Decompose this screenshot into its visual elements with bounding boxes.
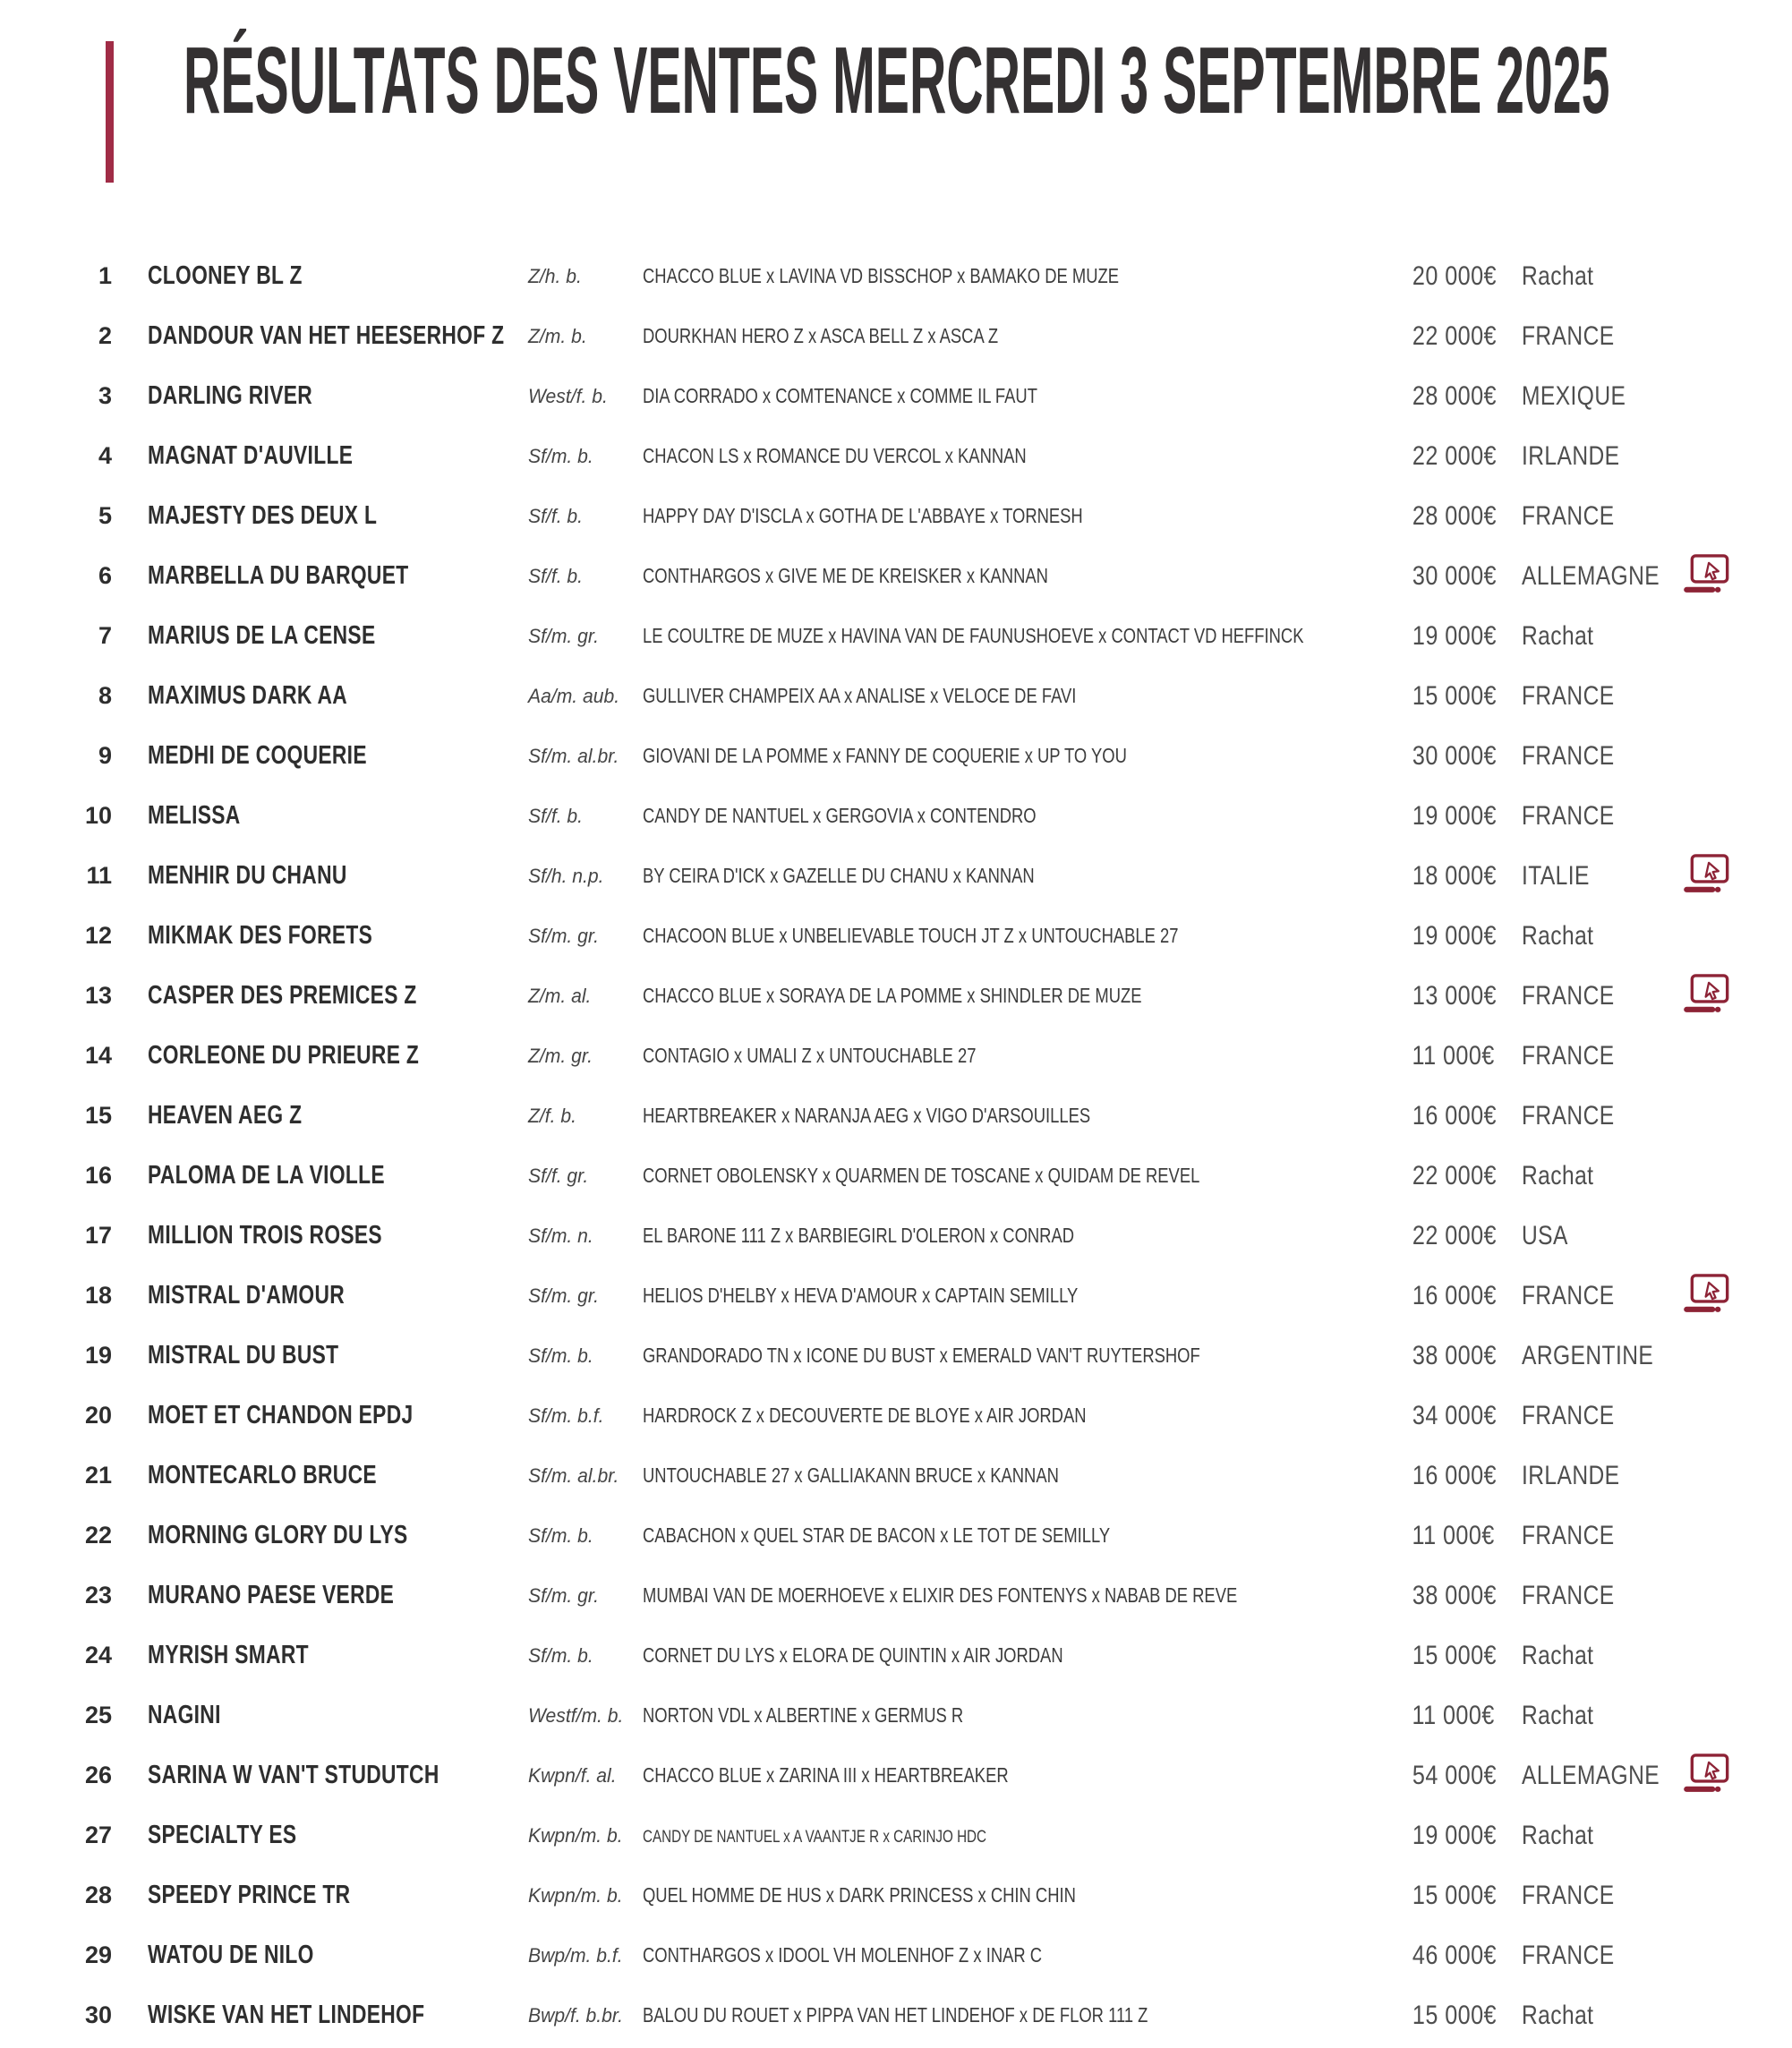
icon-slot bbox=[1683, 1745, 1737, 1805]
cursor-arrow bbox=[1706, 1283, 1719, 1299]
studbook-sex-coat: Sf/f. b. bbox=[528, 504, 584, 527]
lot-number: 12 bbox=[84, 922, 112, 949]
icon-slot bbox=[1683, 1026, 1737, 1086]
table-row bbox=[0, 666, 1792, 726]
buyer-country: USA bbox=[1522, 1220, 1568, 1250]
pedigree: CORNET DU LYS x ELORA DE QUINTIN x AIR JORDAN bbox=[643, 1643, 1063, 1667]
price: 13 000€ bbox=[1412, 980, 1497, 1011]
price: 46 000€ bbox=[1412, 1940, 1497, 1970]
studbook-sex-coat: Kwpn/f. al. bbox=[528, 1763, 617, 1787]
table-row bbox=[0, 246, 1792, 306]
lot-number: 24 bbox=[84, 1642, 112, 1668]
table-row bbox=[0, 1506, 1792, 1566]
pedigree: CONTHARGOS x GIVE ME DE KREISKER x KANNAN bbox=[643, 564, 1048, 587]
buyer-country: Rachat bbox=[1522, 260, 1594, 291]
icon-slot bbox=[1683, 846, 1737, 906]
price: 28 000€ bbox=[1412, 500, 1497, 531]
buyer-country: ALLEMAGNE bbox=[1522, 560, 1660, 591]
table-row bbox=[0, 1026, 1792, 1086]
lot-number: 25 bbox=[84, 1702, 112, 1728]
table-row bbox=[0, 1865, 1792, 1925]
studbook-sex-coat: Sf/m. b. bbox=[528, 1523, 593, 1547]
icon-slot bbox=[1683, 606, 1737, 666]
buyer-country: Rachat bbox=[1522, 620, 1594, 651]
pedigree: CABACHON x QUEL STAR DE BACON x LE TOT DE SEMILLY bbox=[643, 1523, 1111, 1547]
pedigree: HEARTBREAKER x NARANJA AEG x VIGO D'ARSOUILLES bbox=[643, 1104, 1091, 1127]
buyer-country: FRANCE bbox=[1522, 1100, 1615, 1131]
table-row bbox=[0, 1685, 1792, 1745]
pedigree: CANDY DE NANTUEL x GERGOVIA x CONTENDRO bbox=[643, 804, 1037, 827]
horse-name: DANDOUR VAN HET HEESERHOF Z bbox=[148, 321, 505, 350]
horse-name: MAJESTY DES DEUX L bbox=[148, 501, 378, 530]
buyer-country: FRANCE bbox=[1522, 1520, 1615, 1550]
icon-slot bbox=[1683, 1086, 1737, 1146]
pedigree: CONTAGIO x UMALI Z x UNTOUCHABLE 27 bbox=[643, 1044, 977, 1067]
studbook-sex-coat: West/f. b. bbox=[528, 384, 608, 407]
buyer-country: FRANCE bbox=[1522, 1280, 1615, 1310]
pedigree: CHACCO BLUE x ZARINA III x HEARTBREAKER bbox=[643, 1763, 1009, 1787]
buyer-country: Rachat bbox=[1522, 1700, 1594, 1730]
icon-slot bbox=[1683, 1266, 1737, 1326]
lot-number: 30 bbox=[84, 2001, 112, 2028]
table-row bbox=[0, 1146, 1792, 1206]
studbook-sex-coat: Sf/f. gr. bbox=[528, 1164, 589, 1187]
studbook-sex-coat: Z/m. gr. bbox=[528, 1044, 593, 1067]
pedigree: HAPPY DAY D'ISCLA x GOTHA DE L'ABBAYE x TORNESH bbox=[643, 504, 1083, 527]
horse-name: MOET ET CHANDON EPDJ bbox=[148, 1401, 414, 1429]
buyer-country: Rachat bbox=[1522, 2000, 1594, 2030]
lot-number: 14 bbox=[84, 1042, 112, 1069]
icon-slot bbox=[1683, 306, 1737, 366]
table-row bbox=[0, 546, 1792, 606]
icon-slot bbox=[1683, 1566, 1737, 1626]
table-row bbox=[0, 1626, 1792, 1685]
price: 30 000€ bbox=[1412, 560, 1497, 591]
horse-name: MYRISH SMART bbox=[148, 1641, 309, 1669]
price: 16 000€ bbox=[1412, 1100, 1497, 1131]
table-row bbox=[0, 1446, 1792, 1506]
lot-number: 13 bbox=[84, 982, 112, 1009]
studbook-sex-coat: Z/h. b. bbox=[528, 264, 582, 287]
table-row bbox=[0, 366, 1792, 426]
studbook-sex-coat: Kwpn/m. b. bbox=[528, 1883, 623, 1907]
buyer-country: ALLEMAGNE bbox=[1522, 1760, 1660, 1790]
lot-number: 5 bbox=[98, 502, 112, 529]
table-row bbox=[0, 1566, 1792, 1626]
pedigree: HARDROCK Z x DECOUVERTE DE BLOYE x AIR JORDAN bbox=[643, 1404, 1087, 1427]
laptop-screen bbox=[1692, 976, 1727, 1002]
icon-slot bbox=[1683, 486, 1737, 546]
price: 38 000€ bbox=[1412, 1580, 1497, 1610]
buyer-country: Rachat bbox=[1522, 1820, 1594, 1850]
table-row bbox=[0, 966, 1792, 1026]
pedigree: LE COULTRE DE MUZE x HAVINA VAN DE FAUNUSHOEVE x CONTACT VD HEFFINCK bbox=[643, 624, 1304, 647]
price: 20 000€ bbox=[1412, 260, 1497, 291]
horse-name: MURANO PAESE VERDE bbox=[148, 1581, 395, 1609]
buyer-country: MEXIQUE bbox=[1522, 380, 1626, 411]
studbook-sex-coat: Sf/m. b. bbox=[528, 444, 593, 467]
pedigree: HELIOS D'HELBY x HEVA D'AMOUR x CAPTAIN SEMILLY bbox=[643, 1284, 1079, 1307]
horse-name: SPECIALTY ES bbox=[148, 1821, 297, 1849]
page-title: RÉSULTATS DES VENTES MERCREDI 3 SEPTEMBRE 2025 bbox=[183, 28, 1610, 133]
table-row bbox=[0, 306, 1792, 366]
title-accent-bar bbox=[106, 41, 114, 183]
price: 30 000€ bbox=[1412, 740, 1497, 771]
lot-number: 2 bbox=[98, 322, 112, 349]
icon-slot bbox=[1683, 726, 1737, 786]
lot-number: 9 bbox=[98, 742, 112, 769]
studbook-sex-coat: Sf/m. b. bbox=[528, 1643, 593, 1667]
studbook-sex-coat: Sf/m. al.br. bbox=[528, 1463, 619, 1487]
studbook-sex-coat: Sf/h. n.p. bbox=[528, 864, 604, 887]
horse-name: MORNING GLORY DU LYS bbox=[148, 1521, 408, 1549]
buyer-country: FRANCE bbox=[1522, 1940, 1615, 1970]
price: 22 000€ bbox=[1412, 1220, 1497, 1250]
horse-name: MELISSA bbox=[148, 801, 241, 830]
lot-number: 3 bbox=[98, 382, 112, 409]
buyer-country: IRLANDE bbox=[1522, 440, 1620, 471]
cursor-arrow bbox=[1706, 1762, 1719, 1779]
lot-number: 8 bbox=[98, 682, 112, 709]
table-row bbox=[0, 1266, 1792, 1326]
pedigree: BALOU DU ROUET x PIPPA VAN HET LINDEHOF x DE FLOR 111 Z bbox=[643, 2003, 1148, 2027]
studbook-sex-coat: Sf/f. b. bbox=[528, 564, 584, 587]
price: 15 000€ bbox=[1412, 680, 1497, 711]
buyer-country: FRANCE bbox=[1522, 1580, 1615, 1610]
pedigree: DIA CORRADO x COMTENANCE x COMME IL FAUT bbox=[643, 384, 1037, 407]
horse-name: MENHIR DU CHANU bbox=[148, 861, 347, 890]
table-row bbox=[0, 1745, 1792, 1805]
icon-slot bbox=[1683, 666, 1737, 726]
buyer-country: FRANCE bbox=[1522, 680, 1615, 711]
horse-name: CORLEONE DU PRIEURE Z bbox=[148, 1041, 420, 1070]
price: 54 000€ bbox=[1412, 1760, 1497, 1790]
buyer-country: IRLANDE bbox=[1522, 1460, 1620, 1490]
price: 28 000€ bbox=[1412, 380, 1497, 411]
results-table bbox=[0, 246, 1792, 2045]
pedigree: MUMBAI VAN DE MOERHOEVE x ELIXIR DES FONTENYS x NABAB DE REVE bbox=[643, 1583, 1238, 1607]
price: 19 000€ bbox=[1412, 800, 1497, 831]
studbook-sex-coat: Sf/m. gr. bbox=[528, 1284, 600, 1307]
laptop-screen bbox=[1692, 1755, 1727, 1781]
laptop-screen bbox=[1692, 556, 1727, 582]
lot-number: 16 bbox=[84, 1162, 112, 1189]
laptop-screen bbox=[1692, 856, 1727, 882]
laptop-cursor-icon[interactable] bbox=[1683, 972, 1737, 1016]
lot-number: 18 bbox=[84, 1282, 112, 1309]
horse-name: MARBELLA DU BARQUET bbox=[148, 561, 409, 590]
horse-name: MARIUS DE LA CENSE bbox=[148, 621, 376, 650]
pedigree: CHACOON BLUE x UNBELIEVABLE TOUCH JT Z x UNTOUCHABLE 27 bbox=[643, 924, 1179, 947]
table-row bbox=[0, 1206, 1792, 1266]
buyer-country: ITALIE bbox=[1522, 860, 1590, 891]
table-row bbox=[0, 1386, 1792, 1446]
icon-slot bbox=[1683, 1326, 1737, 1386]
pedigree: EL BARONE 111 Z x BARBIEGIRL D'OLERON x CONRAD bbox=[643, 1224, 1075, 1247]
horse-name: HEAVEN AEG Z bbox=[148, 1101, 303, 1130]
lot-number: 6 bbox=[98, 562, 112, 589]
icon-slot bbox=[1683, 1685, 1737, 1745]
pedigree: GRANDORADO TN x ICONE DU BUST x EMERALD VAN'T RUYTERSHOF bbox=[643, 1344, 1200, 1367]
buyer-country: FRANCE bbox=[1522, 1040, 1615, 1071]
studbook-sex-coat: Bwp/f. b.br. bbox=[528, 2003, 624, 2027]
lot-number: 17 bbox=[84, 1222, 112, 1249]
horse-name: NAGINI bbox=[148, 1701, 221, 1729]
horse-name: MISTRAL D'AMOUR bbox=[148, 1281, 346, 1310]
studbook-sex-coat: Aa/m. aub. bbox=[528, 684, 620, 707]
lot-number: 19 bbox=[84, 1342, 112, 1369]
icon-slot bbox=[1683, 906, 1737, 966]
studbook-sex-coat: Sf/m. al.br. bbox=[528, 744, 619, 767]
price: 38 000€ bbox=[1412, 1340, 1497, 1370]
pedigree: CHACCO BLUE x SORAYA DE LA POMME x SHINDLER DE MUZE bbox=[643, 984, 1142, 1007]
icon-slot bbox=[1683, 966, 1737, 1026]
horse-name: MISTRAL DU BUST bbox=[148, 1341, 339, 1370]
studbook-sex-coat: Sf/m. gr. bbox=[528, 1583, 600, 1607]
lot-number: 21 bbox=[84, 1462, 112, 1489]
buyer-country: FRANCE bbox=[1522, 1400, 1615, 1430]
cursor-arrow bbox=[1706, 563, 1719, 579]
price: 22 000€ bbox=[1412, 320, 1497, 351]
cursor-arrow bbox=[1706, 983, 1719, 999]
horse-name: SARINA W VAN'T STUDUTCH bbox=[148, 1761, 439, 1789]
pedigree: UNTOUCHABLE 27 x GALLIAKANN BRUCE x KANNAN bbox=[643, 1463, 1059, 1487]
table-row bbox=[0, 846, 1792, 906]
table-row bbox=[0, 486, 1792, 546]
table-row bbox=[0, 1925, 1792, 1985]
studbook-sex-coat: Sf/m. n. bbox=[528, 1224, 593, 1247]
horse-name: CLOONEY BL Z bbox=[148, 261, 303, 290]
cursor-arrow bbox=[1706, 863, 1719, 879]
icon-slot bbox=[1683, 1506, 1737, 1566]
lot-number: 23 bbox=[84, 1582, 112, 1609]
studbook-sex-coat: Bwp/m. b.f. bbox=[528, 1943, 623, 1967]
pedigree: QUEL HOMME DE HUS x DARK PRINCESS x CHIN CHIN bbox=[643, 1883, 1076, 1907]
table-row bbox=[0, 426, 1792, 486]
buyer-country: FRANCE bbox=[1522, 980, 1615, 1011]
studbook-sex-coat: Westf/m. b. bbox=[528, 1703, 624, 1727]
horse-name: MIKMAK DES FORETS bbox=[148, 921, 373, 950]
laptop-cursor-icon[interactable] bbox=[1683, 852, 1737, 896]
horse-name: CASPER DES PREMICES Z bbox=[148, 981, 417, 1010]
icon-slot bbox=[1683, 1865, 1737, 1925]
icon-slot bbox=[1683, 546, 1737, 606]
price: 11 000€ bbox=[1412, 1700, 1495, 1730]
price: 19 000€ bbox=[1412, 1820, 1497, 1850]
horse-name: MILLION TROIS ROSES bbox=[148, 1221, 382, 1250]
icon-slot bbox=[1683, 426, 1737, 486]
horse-name: MAXIMUS DARK AA bbox=[148, 681, 348, 710]
pedigree: CORNET OBOLENSKY x QUARMEN DE TOSCANE x QUIDAM DE REVEL bbox=[643, 1164, 1200, 1187]
studbook-sex-coat: Sf/m. gr. bbox=[528, 924, 600, 947]
table-row bbox=[0, 1326, 1792, 1386]
horse-name: DARLING RIVER bbox=[148, 381, 313, 410]
price: 15 000€ bbox=[1412, 1640, 1497, 1670]
pedigree: CHACON LS x ROMANCE DU VERCOL x KANNAN bbox=[643, 444, 1027, 467]
lot-number: 20 bbox=[84, 1402, 112, 1429]
horse-name: PALOMA DE LA VIOLLE bbox=[148, 1161, 385, 1190]
price: 18 000€ bbox=[1412, 860, 1497, 891]
price: 11 000€ bbox=[1412, 1520, 1495, 1550]
buyer-country: FRANCE bbox=[1522, 1880, 1615, 1910]
horse-name: MEDHI DE COQUERIE bbox=[148, 741, 367, 770]
studbook-sex-coat: Kwpn/m. b. bbox=[528, 1823, 623, 1847]
studbook-sex-coat: Z/m. al. bbox=[528, 984, 592, 1007]
table-row bbox=[0, 786, 1792, 846]
laptop-cursor-icon[interactable] bbox=[1683, 1752, 1737, 1796]
lot-number: 26 bbox=[84, 1762, 112, 1788]
table-row bbox=[0, 1086, 1792, 1146]
price: 15 000€ bbox=[1412, 2000, 1497, 2030]
icon-slot bbox=[1683, 1446, 1737, 1506]
table-row bbox=[0, 1985, 1792, 2045]
lot-number: 22 bbox=[84, 1522, 112, 1549]
horse-name: SPEEDY PRINCE TR bbox=[148, 1881, 351, 1909]
lot-number: 7 bbox=[98, 622, 112, 649]
studbook-sex-coat: Z/f. b. bbox=[528, 1104, 576, 1127]
icon-slot bbox=[1683, 1805, 1737, 1865]
buyer-country: Rachat bbox=[1522, 1640, 1594, 1670]
table-row bbox=[0, 1805, 1792, 1865]
pedigree: CANDY DE NANTUEL x A VAANTJE R x CARINJO HDC bbox=[643, 1828, 987, 1847]
icon-slot bbox=[1683, 1985, 1737, 2045]
studbook-sex-coat: Sf/f. b. bbox=[528, 804, 584, 827]
studbook-sex-coat: Z/m. b. bbox=[528, 324, 587, 347]
horse-name: WATOU DE NILO bbox=[148, 1941, 314, 1969]
pedigree: BY CEIRA D'ICK x GAZELLE DU CHANU x KANNAN bbox=[643, 864, 1035, 887]
price: 16 000€ bbox=[1412, 1460, 1497, 1490]
pedigree: GIOVANI DE LA POMME x FANNY DE COQUERIE x UP TO YOU bbox=[643, 744, 1127, 767]
price: 22 000€ bbox=[1412, 1160, 1497, 1190]
icon-slot bbox=[1683, 1925, 1737, 1985]
lot-number: 27 bbox=[84, 1822, 112, 1848]
laptop-cursor-icon[interactable] bbox=[1683, 552, 1737, 596]
lot-number: 11 bbox=[86, 862, 112, 889]
lot-number: 15 bbox=[84, 1102, 112, 1129]
price: 19 000€ bbox=[1412, 620, 1497, 651]
studbook-sex-coat: Sf/m. gr. bbox=[528, 624, 600, 647]
price: 19 000€ bbox=[1412, 920, 1497, 951]
studbook-sex-coat: Sf/m. b. bbox=[528, 1344, 593, 1367]
lot-number: 10 bbox=[84, 802, 112, 829]
horse-name: MONTECARLO BRUCE bbox=[148, 1461, 377, 1489]
icon-slot bbox=[1683, 1206, 1737, 1266]
buyer-country: FRANCE bbox=[1522, 800, 1615, 831]
icon-slot bbox=[1683, 1626, 1737, 1685]
icon-slot bbox=[1683, 366, 1737, 426]
horse-name: MAGNAT D'AUVILLE bbox=[148, 441, 354, 470]
price: 11 000€ bbox=[1412, 1040, 1495, 1071]
lot-number: 4 bbox=[98, 442, 112, 469]
studbook-sex-coat: Sf/m. b.f. bbox=[528, 1404, 604, 1427]
buyer-country: FRANCE bbox=[1522, 500, 1615, 531]
pedigree: NORTON VDL x ALBERTINE x GERMUS R bbox=[643, 1703, 964, 1727]
laptop-screen bbox=[1692, 1276, 1727, 1301]
laptop-cursor-icon[interactable] bbox=[1683, 1272, 1737, 1316]
table-row bbox=[0, 726, 1792, 786]
buyer-country: FRANCE bbox=[1522, 320, 1615, 351]
lot-number: 29 bbox=[84, 1941, 112, 1968]
icon-slot bbox=[1683, 1146, 1737, 1206]
price: 15 000€ bbox=[1412, 1880, 1497, 1910]
icon-slot bbox=[1683, 246, 1737, 306]
pedigree: CHACCO BLUE x LAVINA VD BISSCHOP x BAMAKO DE MUZE bbox=[643, 264, 1120, 287]
pedigree: CONTHARGOS x IDOOL VH MOLENHOF Z x INAR C bbox=[643, 1943, 1043, 1967]
buyer-country: Rachat bbox=[1522, 1160, 1594, 1190]
buyer-country: FRANCE bbox=[1522, 740, 1615, 771]
pedigree: DOURKHAN HERO Z x ASCA BELL Z x ASCA Z bbox=[643, 324, 999, 347]
table-row bbox=[0, 606, 1792, 666]
lot-number: 28 bbox=[84, 1882, 112, 1908]
pedigree: GULLIVER CHAMPEIX AA x ANALISE x VELOCE DE FAVI bbox=[643, 684, 1077, 707]
price: 34 000€ bbox=[1412, 1400, 1497, 1430]
buyer-country: ARGENTINE bbox=[1522, 1340, 1654, 1370]
buyer-country: Rachat bbox=[1522, 920, 1594, 951]
horse-name: WISKE VAN HET LINDEHOF bbox=[148, 2001, 425, 2029]
lot-number: 1 bbox=[98, 262, 112, 289]
icon-slot bbox=[1683, 786, 1737, 846]
price: 22 000€ bbox=[1412, 440, 1497, 471]
price: 16 000€ bbox=[1412, 1280, 1497, 1310]
icon-slot bbox=[1683, 1386, 1737, 1446]
table-row bbox=[0, 906, 1792, 966]
